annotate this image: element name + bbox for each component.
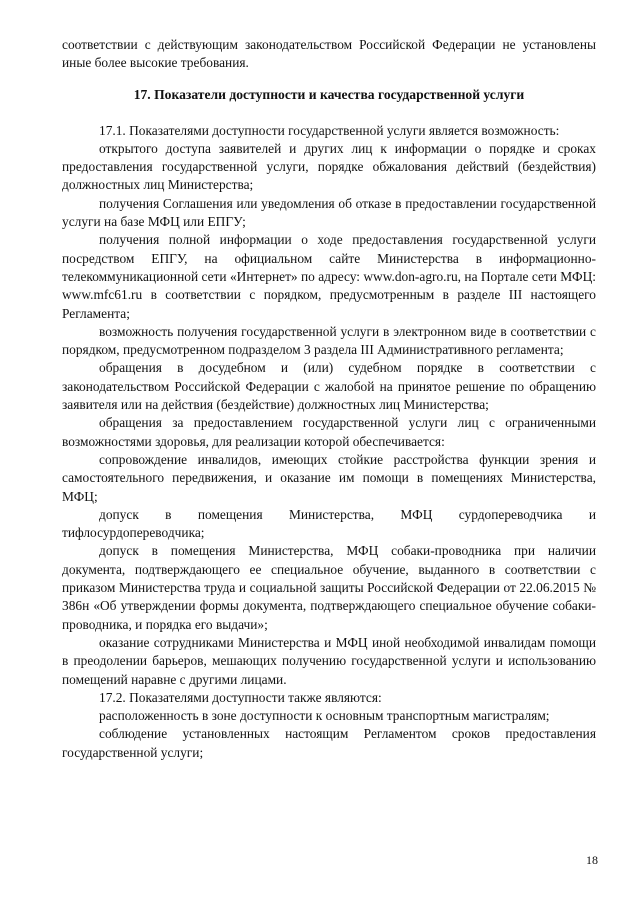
paragraph-open-access: открытого доступа заявителей и других лиц к информации о порядке и сроках предоставления государственной услуги, порядке обжалования действий (бездействия) должностных лиц Министерства; [62,140,596,193]
paragraph-disabled-access: обращения за предоставлением государственной услуги лиц с ограниченными возможностями здоровья, для реализации которой обеспечивается: [62,415,596,449]
paragraph-17-2: 17.2. Показателями доступности также являются: [99,689,382,705]
paragraph-deadlines: соблюдение установленных настоящим Регламентом сроков предоставления государственной услуги; [62,726,596,760]
paragraph-guide-dog: допуск в помещения Министерства, МФЦ собаки-проводника при наличии документа, подтверждающего ее специальное обучение, выданного в соответствии с приказом Министерства труда и социальной защиты Российской Федерации от 22.06.2015 № 386н «Об утверждении формы документа, подтверждающего специальное обучение собаки-проводника, и порядка его выдачи»; [62,543,596,632]
paragraph-17-1: 17.1. Показателями доступности государственной услуги является возможность: [99,122,560,138]
paragraph-sign-interpreter: допуск в помещения Министерства, МФЦ сурдопереводчика и тифлосурдопереводчика; [62,506,596,541]
continuation-paragraph: соответствии с действующим законодательством Российской Федерации не установлены иные более высокие требования. [62,37,596,71]
paragraph-appeal: обращения в досудебном и (или) судебном порядке в соответствии с законодательством Российской Федерации с жалобой на принятое решение по обращению заявителя или на действия (бездействие) должностных лиц Министерства; [62,360,596,413]
page-body [62,36,596,762]
paragraph-agreement: получения Соглашения или уведомления об отказе в предоставлении государственной услуги на базе МФЦ или ЕПГУ; [62,195,596,230]
paragraph-staff-help: оказание сотрудниками Министерства и МФЦ иной необходимой инвалидам помощи в преодолении барьеров, мешающих получению государственной услуги и использованию помещений наравне с другими лицами. [62,634,596,687]
page-number: 18 [586,853,598,867]
paragraph-full-info: получения полной информации о ходе предоставления государственной услуги посредством ЕПГУ, на официальном сайте Министерства в информационно-телекоммуникационной сети «Интернет» по адресу: www.don-agro.ru, на Портале сети МФЦ: www.mfc61.ru в соответствии с порядком, предусмотренным в разделе III настоящего Регламента; [62,232,596,321]
paragraph-escort: сопровождение инвалидов, имеющих стойкие расстройства функции зрения и самостоятельного передвижения, и оказание им помощи в помещениях Министерства, МФЦ; [62,451,596,504]
section-heading: 17. Показатели доступности и качества государственной услуги [133,86,525,102]
paragraph-transport: расположенность в зоне доступности к основным транспортным магистралям; [99,708,550,724]
paragraph-electronic: возможность получения государственной услуги в электронном виде в соответствии с порядком, предусмотренном подразделом 3 раздела III Административного регламента; [62,323,596,358]
